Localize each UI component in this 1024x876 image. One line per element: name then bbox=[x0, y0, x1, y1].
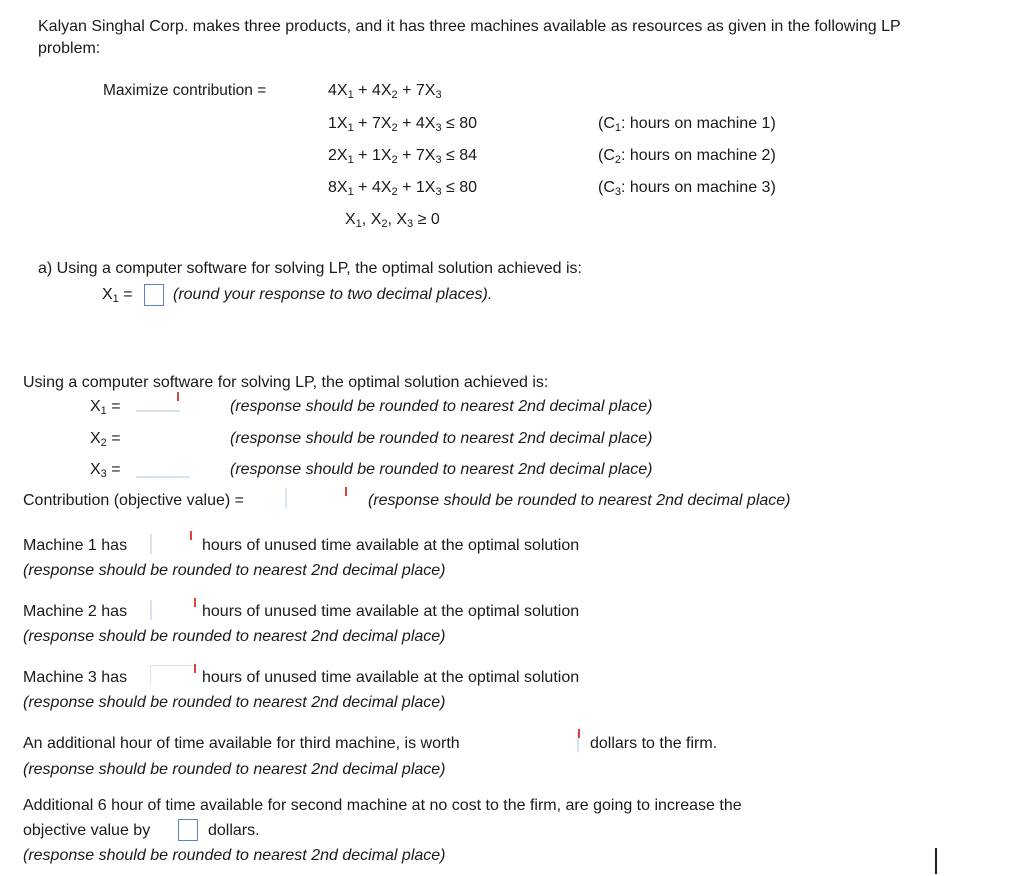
machine-2-suffix: hours of unused time available at the optimal solution bbox=[202, 603, 580, 620]
incorrect-marker-icon bbox=[190, 531, 192, 540]
incorrect-marker-icon bbox=[194, 598, 196, 607]
second-machine-line-1: Additional 6 hour of time available for second machine at no cost to the firm, are going to increase the bbox=[23, 797, 742, 814]
part-a-x1-label: $X_1$ = bbox=[102, 286, 133, 305]
part-a-hint: (round your response to two decimal places). bbox=[173, 286, 493, 303]
intro-line-2: problem: bbox=[38, 40, 101, 57]
x3-hint: (response should be rounded to nearest 2nd decimal place) bbox=[230, 461, 653, 478]
intro-line-1: Kalyan Singhal Corp. makes three products, and it has three machines available as resources as given in the following LP bbox=[38, 18, 901, 35]
x3-label: $X_3$ = bbox=[90, 461, 121, 480]
incorrect-marker-icon bbox=[194, 664, 196, 673]
constraint-3: $8X_1 + 4X_2 + 1X_3 \le 80$ bbox=[328, 179, 478, 198]
x3-answer-field[interactable] bbox=[136, 458, 190, 478]
section2-heading: Using a computer software for solving LP, the optimal solution achieved is: bbox=[23, 374, 549, 391]
incorrect-marker-icon bbox=[345, 487, 347, 496]
incorrect-marker-icon bbox=[578, 729, 580, 738]
machine-1-suffix: hours of unused time available at the optimal solution bbox=[202, 537, 580, 554]
constraint-1-note: ($C_1$: hours on machine 1) bbox=[598, 115, 776, 134]
text-cursor bbox=[935, 848, 937, 874]
machine-2-prefix: Machine 2 has bbox=[23, 603, 128, 620]
contribution-answer-field[interactable] bbox=[285, 488, 347, 508]
incorrect-marker-icon bbox=[177, 392, 179, 401]
machine-1-answer-field[interactable] bbox=[150, 534, 192, 554]
x1-answer-field[interactable] bbox=[136, 392, 180, 412]
third-machine-suffix: dollars to the firm. bbox=[590, 735, 718, 752]
third-machine-prefix: An additional hour of time available for third machine, is worth bbox=[23, 735, 460, 752]
second-machine-line-2-suffix: dollars. bbox=[208, 822, 260, 839]
constraint-2: $2X_1 + 1X_2 + 7X_3 \le 84$ bbox=[328, 147, 478, 166]
machine-1-prefix: Machine 1 has bbox=[23, 537, 128, 554]
machine-2-hint: (response should be rounded to nearest 2nd decimal place) bbox=[23, 628, 446, 645]
constraint-1: $1X_1 + 7X_2 + 4X_3 \le 80$ bbox=[328, 115, 478, 134]
x2-label: $X_2$ = bbox=[90, 430, 121, 449]
x1-hint: (response should be rounded to nearest 2nd decimal place) bbox=[230, 398, 653, 415]
second-machine-line-2-prefix: objective value by bbox=[23, 822, 151, 839]
x1-label: $X_1$ = bbox=[90, 398, 121, 417]
constraint-2-note: ($C_2$: hours on machine 2) bbox=[598, 147, 776, 166]
third-machine-hint: (response should be rounded to nearest 2nd decimal place) bbox=[23, 761, 446, 778]
machine-3-answer-field[interactable] bbox=[150, 665, 194, 685]
machine-3-prefix: Machine 3 has bbox=[23, 669, 128, 686]
second-machine-hint: (response should be rounded to nearest 2nd decimal place) bbox=[23, 847, 446, 864]
nonnegativity-constraint: $X_1$, $X_2$, $X_3 \ge 0$ bbox=[345, 211, 440, 230]
objective-label: Maximize contribution = bbox=[103, 82, 267, 99]
constraint-3-note: ($C_3$: hours on machine 3) bbox=[598, 179, 776, 198]
part-a-heading: a) Using a computer software for solving LP, the optimal solution achieved is: bbox=[38, 260, 582, 277]
objective-function: $4X_1 + 4X_2 + 7X_3$ bbox=[328, 82, 442, 101]
second-machine-answer-input[interactable] bbox=[178, 819, 198, 841]
contribution-label: Contribution (objective value) = bbox=[23, 492, 245, 509]
machine-3-hint: (response should be rounded to nearest 2nd decimal place) bbox=[23, 694, 446, 711]
part-a-x1-input[interactable] bbox=[144, 284, 164, 306]
machine-3-suffix: hours of unused time available at the optimal solution bbox=[202, 669, 580, 686]
contribution-hint: (response should be rounded to nearest 2nd decimal place) bbox=[368, 492, 791, 509]
x2-hint: (response should be rounded to nearest 2nd decimal place) bbox=[230, 430, 653, 447]
machine-2-answer-field[interactable] bbox=[150, 600, 192, 620]
machine-1-hint: (response should be rounded to nearest 2nd decimal place) bbox=[23, 562, 446, 579]
x2-answer-field[interactable] bbox=[136, 424, 186, 444]
